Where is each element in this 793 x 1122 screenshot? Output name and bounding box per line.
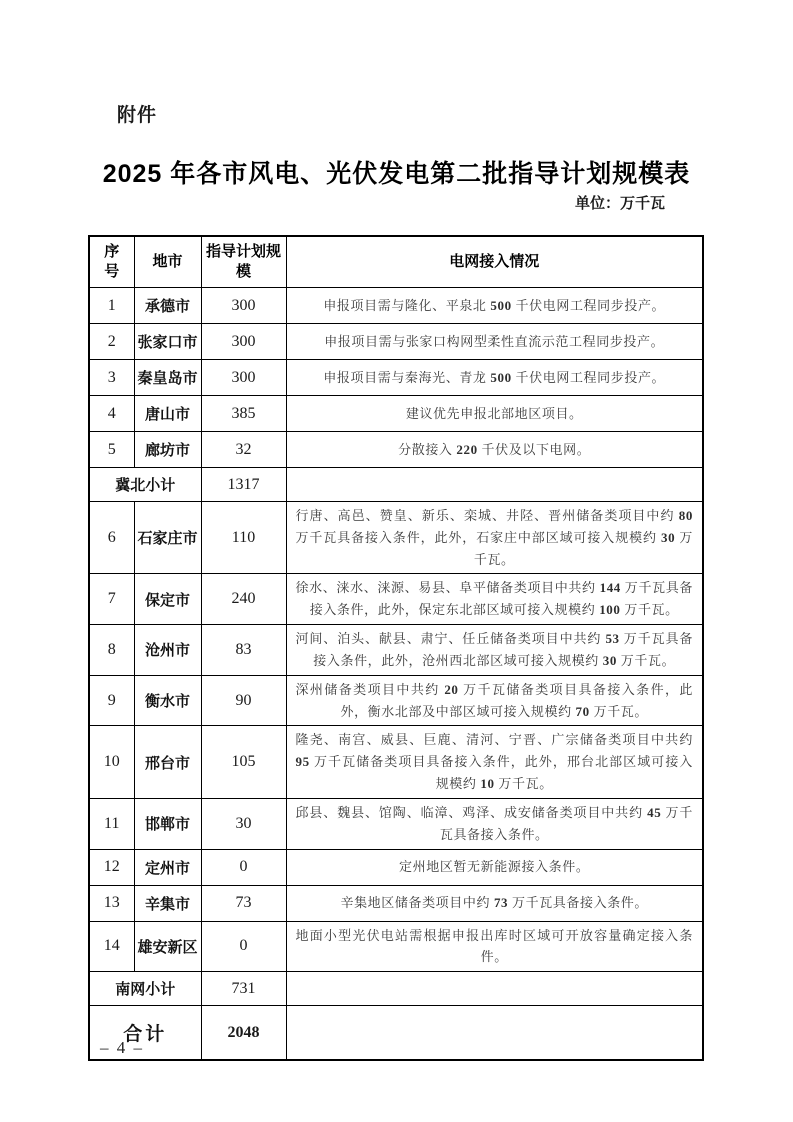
note-cell: 邱县、魏县、馆陶、临漳、鸡泽、成安储备类项目中共约 45 万千瓦具备接入条件。 [286, 798, 703, 849]
table-row [89, 726, 703, 798]
table-row [89, 625, 703, 676]
table-header-row [89, 236, 703, 288]
seq-cell: 2 [89, 324, 134, 360]
seq-cell: 14 [89, 921, 134, 972]
seq-cell: 12 [89, 849, 134, 885]
scale-cell: 30 [201, 798, 286, 849]
scale-cell: 110 [201, 502, 286, 574]
table-row [89, 921, 703, 972]
table-row [89, 324, 703, 360]
table-row [89, 849, 703, 885]
city-cell: 衡水市 [134, 675, 201, 726]
seq-cell: 8 [89, 625, 134, 676]
total-row [89, 1006, 703, 1061]
note-cell: 河间、泊头、献县、肃宁、任丘储备类项目中共约 53 万千瓦具备接入条件，此外，沧州西北部区域可接入规模约 30 万千瓦。 [286, 625, 703, 676]
page-title: 2025 年各市风电、光伏发电第二批指导计划规模表 [102, 160, 691, 188]
table-row [89, 502, 703, 574]
scale-cell: 73 [201, 885, 286, 921]
table-row [89, 432, 703, 468]
attachment-label: 附件 [117, 105, 158, 126]
scale-cell: 300 [201, 324, 286, 360]
col-header-city: 地市 [134, 236, 201, 288]
city-cell: 雄安新区 [134, 921, 201, 972]
note-cell: 辛集地区储备类项目中约 73 万千瓦具备接入条件。 [286, 885, 703, 921]
scale-cell: 32 [201, 432, 286, 468]
table-row [89, 396, 703, 432]
note-cell: 深州储备类项目中共约 20 万千瓦储备类项目具备接入条件，此外，衡水北部及中部区域可接入规模约 70 万千瓦。 [286, 675, 703, 726]
scale-cell: 2048 [201, 1006, 286, 1061]
city-cell: 辛集市 [134, 885, 201, 921]
note-cell: 隆尧、南宫、威县、巨鹿、清河、宁晋、广宗储备类项目中共约 95 万千瓦储备类项目具备接入条件，此外，邢台北部区域可接入规模约 10 万千瓦。 [286, 726, 703, 798]
scale-cell: 83 [201, 625, 286, 676]
subtotal-row [89, 972, 703, 1006]
seq-cell: 7 [89, 574, 134, 625]
note-cell [286, 1006, 703, 1061]
seq-cell: 1 [89, 288, 134, 324]
city-cell: 唐山市 [134, 396, 201, 432]
scale-cell: 300 [201, 288, 286, 324]
scale-cell: 90 [201, 675, 286, 726]
col-header-grid: 电网接入情况 [286, 236, 703, 288]
table-row [89, 798, 703, 849]
label-cell: 南网小计 [89, 972, 201, 1006]
table-row [89, 675, 703, 726]
note-cell: 徐水、涞水、涞源、易县、阜平储备类项目中共约 144 万千瓦具备接入条件，此外，保定东北部区域可接入规模约 100 万千瓦。 [286, 574, 703, 625]
table-row [89, 288, 703, 324]
city-cell: 沧州市 [134, 625, 201, 676]
seq-cell: 11 [89, 798, 134, 849]
seq-cell: 13 [89, 885, 134, 921]
scale-cell: 300 [201, 360, 286, 396]
scale-cell: 0 [201, 849, 286, 885]
note-cell: 地面小型光伏电站需根据申报出库时区域可开放容量确定接入条件。 [286, 921, 703, 972]
col-header-seq: 序号 [89, 236, 134, 288]
city-cell: 秦皇岛市 [134, 360, 201, 396]
table-body [89, 288, 703, 1061]
seq-cell: 9 [89, 675, 134, 726]
scale-cell: 385 [201, 396, 286, 432]
city-cell: 邢台市 [134, 726, 201, 798]
seq-cell: 4 [89, 396, 134, 432]
seq-cell: 5 [89, 432, 134, 468]
city-cell: 石家庄市 [134, 502, 201, 574]
table-row [89, 574, 703, 625]
city-cell: 承德市 [134, 288, 201, 324]
col-header-scale: 指导计划规模 [201, 236, 286, 288]
table-row [89, 360, 703, 396]
scale-cell: 1317 [201, 468, 286, 502]
note-cell: 建议优先申报北部地区项目。 [286, 396, 703, 432]
city-cell: 保定市 [134, 574, 201, 625]
subtotal-row [89, 468, 703, 502]
note-cell: 定州地区暂无新能源接入条件。 [286, 849, 703, 885]
note-cell: 申报项目需与隆化、平泉北 500 千伏电网工程同步投产。 [286, 288, 703, 324]
label-cell: 冀北小计 [89, 468, 201, 502]
scale-cell: 105 [201, 726, 286, 798]
table-row [89, 885, 703, 921]
scale-cell: 240 [201, 574, 286, 625]
label-cell: 合计 [89, 1006, 201, 1061]
note-cell: 申报项目需与秦海光、青龙 500 千伏电网工程同步投产。 [286, 360, 703, 396]
note-cell [286, 468, 703, 502]
city-cell: 邯郸市 [134, 798, 201, 849]
seq-cell: 3 [89, 360, 134, 396]
note-cell: 分散接入 220 千伏及以下电网。 [286, 432, 703, 468]
note-cell: 行唐、高邑、赞皇、新乐、栾城、井陉、晋州储备类项目中约 80 万千瓦具备接入条件，此外，石家庄中部区域可接入规模约 30 万千瓦。 [286, 502, 703, 574]
note-cell [286, 972, 703, 1006]
city-cell: 张家口市 [134, 324, 201, 360]
city-cell: 定州市 [134, 849, 201, 885]
scale-cell: 731 [201, 972, 286, 1006]
city-cell: 廊坊市 [134, 432, 201, 468]
plan-table [88, 235, 704, 1061]
seq-cell: 10 [89, 726, 134, 798]
unit-label: 单位：万千瓦 [574, 195, 665, 212]
note-cell: 申报项目需与张家口构网型柔性直流示范工程同步投产。 [286, 324, 703, 360]
page-number: – 4 – [100, 1038, 144, 1057]
scale-cell: 0 [201, 921, 286, 972]
seq-cell: 6 [89, 502, 134, 574]
